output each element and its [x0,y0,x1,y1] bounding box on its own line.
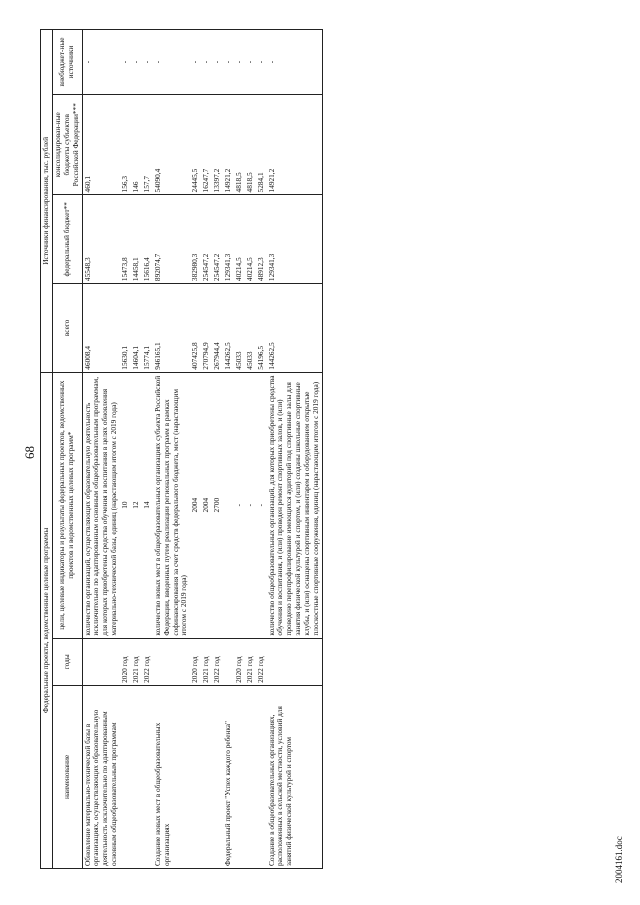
table-row [120,30,131,869]
federal-value: 15616,4 [142,195,153,284]
extra-value: - [131,30,142,95]
total-value: 946165,1 [153,284,191,373]
total-value: 15630,1 [120,284,131,373]
regional-value: 156,3 [120,95,131,195]
federal-value: 40214,5 [234,195,245,284]
table-row [131,30,142,869]
federal-value: 254547,2 [212,195,223,284]
federal-value: 129341,3 [267,195,323,284]
table-row [212,30,223,869]
extra-value: - [267,30,323,95]
table-row [201,30,212,869]
table-row [223,30,234,869]
target-value: 12 [131,372,142,638]
total-value: 407425,8 [190,284,201,373]
table-row [190,30,201,869]
federal-value: 254547,2 [201,195,212,284]
document-code: 2004161.doc [614,836,624,883]
year-cell: 2020 год [234,638,245,685]
federal-value: 45548,3 [82,195,120,284]
program-name: Федеральный проект "Успех каждого ребенка" [223,685,234,868]
total-value: 14604,1 [131,284,142,373]
extra-value: - [120,30,131,95]
year-cell: 2022 год [142,638,153,685]
target-value: 2700 [212,372,223,638]
federal-value: 129341,3 [223,195,234,284]
federal-value: 14458,1 [131,195,142,284]
program-name: Создание в общеобразовательных организациях, расположенных в сельской местности, условий для занятий физической культурой и спортом [267,685,323,868]
total-value: 46008,4 [82,284,120,373]
total-value: 45033 [245,284,256,373]
total-value: 144262,5 [223,284,234,373]
program-table [40,29,323,869]
col-years: годы [52,638,82,685]
total-value: 54196,5 [256,284,267,373]
extra-value: - [223,30,234,95]
col-total: всего [52,284,82,373]
year-cell: 2021 год [131,638,142,685]
regional-value: 4818,5 [234,95,245,195]
total-value: 15774,1 [142,284,153,373]
regional-value: 5284,1 [256,95,267,195]
regional-value: 24445,5 [190,95,201,195]
regional-value: 460,1 [82,95,120,195]
year-cell: 2022 год [212,638,223,685]
extra-value: - [234,30,245,95]
extra-value: - [256,30,267,95]
target-value: - [234,372,245,638]
page-number: 68 [22,446,37,459]
regional-value: 16247,7 [201,95,212,195]
indicator-text: количество организаций, осуществляющих образовательную деятельность исключительно по адаптированным основным общеобразовательным программам, для которых приобретены средства обучения и воспитания в целях обновления материально-технической базы, единиц (нарастающим итогом с 2019 года) [82,372,120,638]
total-value: 267944,4 [212,284,223,373]
table-row [256,30,267,869]
regional-value: 14921,2 [223,95,234,195]
target-value: - [245,372,256,638]
year-cell: 2020 год [120,638,131,685]
extra-value: - [190,30,201,95]
federal-value: 15473,8 [120,195,131,284]
financing-header: Источники финансирования, тыс. рублей [41,30,53,373]
regional-value: 13397,2 [212,95,223,195]
regional-value: 146 [131,95,142,195]
year-cell: 2021 год [245,638,256,685]
table-row [153,30,191,869]
table-row [234,30,245,869]
indicator-text: количество общеобразовательных организаций, для которых приобретены средства обучения и воспитания, и (или) проведен ремонт спортивных залов, и (или) проведено перепрофилирование имеющихся аудиторий под спортивные залы для занятия физической культурой и спортом, и (или) созданы школьные спортивные клубы, и (или) оснащены спортивным инвентарем и оборудованием открытые плоскостные спортивные сооружения, единиц (нарастающим итогом с 2019 года) [267,372,323,638]
target-value: 10 [120,372,131,638]
table-row [142,30,153,869]
total-value: 45033 [234,284,245,373]
table-row [267,30,323,869]
extra-value: - [245,30,256,95]
col-indicators: цели, целевые индикаторы и результаты федеральных проектов, ведомственных проектов и ведомственных целевых программ* [52,372,82,638]
col-name: наименование [52,685,82,868]
regional-value: 54090,4 [153,95,191,195]
target-value: 2004 [201,372,212,638]
regional-value: 14921,2 [267,95,323,195]
federal-value: 48912,3 [256,195,267,284]
federal-value: 382980,3 [190,195,201,284]
extra-value: - [153,30,191,95]
extra-value: - [212,30,223,95]
col-regional: консолидирован-ные бюджеты субъектов Российской Федерации*** [52,95,82,195]
regional-value: 4818,5 [245,95,256,195]
table-row [82,30,120,869]
indicator-text [223,372,234,638]
target-value: 2004 [190,372,201,638]
table-row [245,30,256,869]
col-extra: внебюджет-ные источники [52,30,82,95]
extra-value: - [201,30,212,95]
indicator-text: количество новых мест в общеобразовательных организациях субъекта Российской Федерации, введенных путем реализации региональных программ в рамках софинансирования за счет средств федерального бюджета, мест (нарастающим итогом с 2019 года) [153,372,191,638]
year-cell: 2021 год [201,638,212,685]
year-cell: 2020 год [190,638,201,685]
year-cell: 2022 год [256,638,267,685]
target-value: - [256,372,267,638]
regional-value: 157,7 [142,95,153,195]
total-value: 270794,9 [201,284,212,373]
section-header: Федеральные проекты, ведомственные целевые программы [41,372,53,868]
program-name: Обновление материально-технической базы в организациях, осуществляющих образовательную деятельность исключительно по адаптированным основным общеобразовательным программам [82,685,120,868]
target-value: 14 [142,372,153,638]
program-name: Создание новых мест в общеобразовательных организациях [153,685,191,868]
extra-value: - [82,30,120,95]
total-value: 144262,5 [267,284,323,373]
federal-value: 892074,7 [153,195,191,284]
extra-value: - [142,30,153,95]
col-federal: федеральный бюджет** [52,195,82,284]
federal-value: 40214,5 [245,195,256,284]
